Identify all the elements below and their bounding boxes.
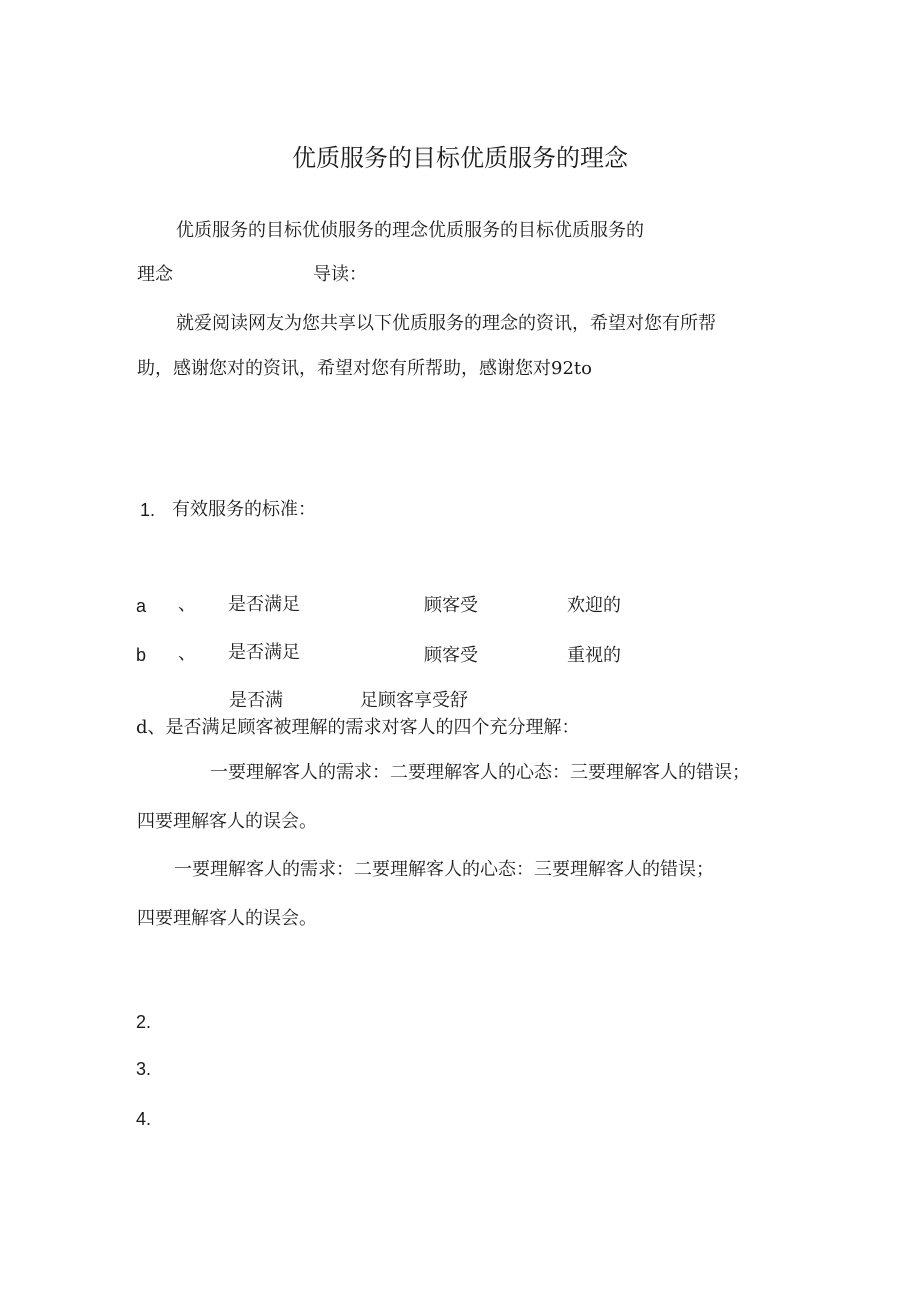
page-title: 优质服务的目标优质服务的理念 <box>292 144 628 172</box>
criterion-letter: b <box>136 645 147 665</box>
list-number-3: 3. <box>136 1059 152 1079</box>
criterion-part-3: 重视的 <box>567 645 621 666</box>
criterion-d: d、是否满足顾客被理解的需求对客人的四个充分理解： <box>136 717 580 738</box>
criterion-separator: 、 <box>178 643 196 664</box>
understanding-line-2: 四要理解客人的误会。 <box>137 811 317 832</box>
criterion-part-1: 是否满足 <box>228 594 300 615</box>
intro-line-2-left: 理念 <box>137 264 173 285</box>
understanding-repeat-line-2: 四要理解客人的误会。 <box>137 908 317 929</box>
preface-line-1: 就爱阅读网友为您共享以下优质服务的理念的资讯，希望对您有所帮 <box>176 313 716 334</box>
section-1-number: 1. <box>140 500 156 520</box>
criterion-part-2: 足顾客享受舒 <box>360 690 468 711</box>
section-1-heading: 有效服务的标准： <box>172 499 316 520</box>
criterion-part-2: 顾客受 <box>424 645 478 666</box>
understanding-line-1: 一要理解客人的需求：二要理解客人的心态：三要理解客人的错误； <box>210 762 750 783</box>
criterion-separator: 、 <box>178 594 196 615</box>
list-number-4: 4. <box>136 1109 152 1129</box>
list-number-2: 2. <box>136 1012 152 1032</box>
understanding-repeat-line-1: 一要理解客人的需求：二要理解客人的心态：三要理解客人的错误； <box>174 859 714 880</box>
criterion-letter: a <box>136 596 147 616</box>
criterion-part-1: 是否满 <box>229 690 283 711</box>
intro-line-2-right: 导读： <box>313 264 367 285</box>
preface-line-2: 助，感谢您对的资讯，希望对您有所帮助，感谢您对92to <box>137 358 592 379</box>
criterion-part-3: 欢迎的 <box>567 595 621 616</box>
intro-line-1: 优质服务的目标优侦服务的理念优质服务的目标优质服务的 <box>176 220 644 241</box>
criterion-part-1: 是否满足 <box>228 642 300 663</box>
criterion-part-2: 顾客受 <box>424 595 478 616</box>
